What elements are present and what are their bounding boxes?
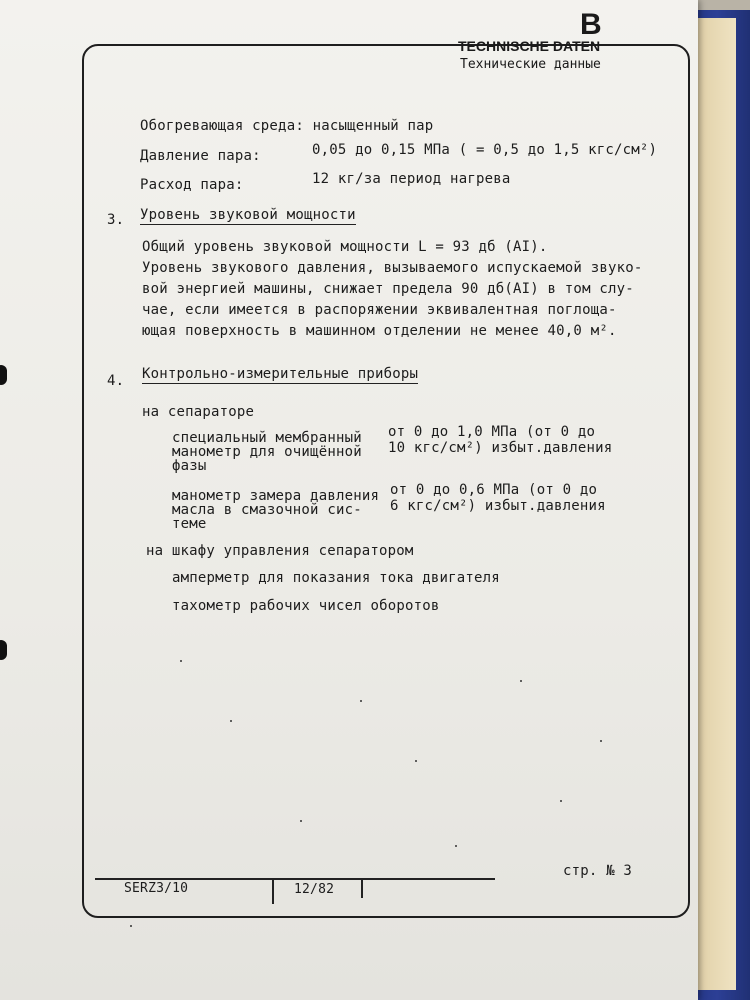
section3-title: Уровень звуковой мощности	[140, 207, 356, 223]
punch-hole	[0, 365, 7, 385]
instrument-1-name: манометр для очищённой	[172, 444, 362, 460]
footer-rule	[95, 878, 495, 880]
instrument-1-name: специальный мембранный	[172, 430, 362, 446]
section3-line: чае, если имеется в распоряжении эквивалентная поглоща-	[142, 302, 617, 318]
heating-medium: Обогревающая среда: насыщенный пар	[140, 118, 434, 134]
instrument-2-name: манометр замера давления	[172, 488, 380, 504]
steam-flow-value: 12 кг/за период нагрева	[312, 171, 511, 187]
instrument-2-name: масла в смазочной сис-	[172, 502, 362, 518]
page-number: стр. № 3	[563, 863, 633, 879]
footer-divider	[272, 878, 274, 904]
instrument-1-range: 10 кгс/см²) избыт.давления	[388, 440, 613, 456]
on-cabinet-heading: на шкафу управления сепаратором	[146, 543, 414, 559]
instrument-2-range: от 0 до 0,6 МПа (от 0 до	[390, 482, 598, 498]
section4-title: Контрольно-измерительные приборы	[142, 366, 419, 382]
punch-hole	[0, 640, 7, 660]
footer-doc-code: SERZ3/10	[124, 881, 189, 896]
instrument-2-range: 6 кгс/см²) избыт.давления	[390, 498, 606, 514]
steam-flow-label: Расход пара:	[140, 177, 244, 193]
instrument-1-range: от 0 до 1,0 МПа (от 0 до	[388, 424, 596, 440]
section4-number: 4.	[107, 373, 125, 389]
footer-divider	[361, 878, 363, 898]
steam-pressure-value: 0,05 до 0,15 МПа ( = 0,5 до 1,5 кгс/см²)	[312, 142, 658, 158]
section3-number: 3.	[107, 212, 125, 228]
on-separator-heading: на сепараторе	[142, 404, 255, 420]
header-title-de: TECHNISCHE DATEN	[458, 38, 601, 54]
instrument-3: амперметр для показания тока двигателя	[172, 570, 500, 586]
header-title-ru: Технические данные	[460, 57, 601, 72]
instrument-2-name: теме	[172, 516, 207, 532]
footer-date: 12/82	[294, 882, 335, 897]
instrument-4: тахометр рабочих чисел оборотов	[172, 598, 440, 614]
section3-line: вой энергией машины, снижает предела 90 дб(AI) в том слу-	[142, 281, 634, 297]
section3-line: ющая поверхность в машинном отделении не менее 40,0 м².	[142, 323, 617, 339]
steam-pressure-label: Давление пара:	[140, 148, 261, 164]
section-letter: B	[580, 8, 602, 41]
section3-line: Общий уровень звуковой мощности L = 93 дб (AI).	[142, 239, 548, 255]
instrument-1-name: фазы	[172, 458, 207, 474]
section3-line: Уровень звукового давления, вызываемого испускаемой звуко-	[142, 260, 643, 276]
